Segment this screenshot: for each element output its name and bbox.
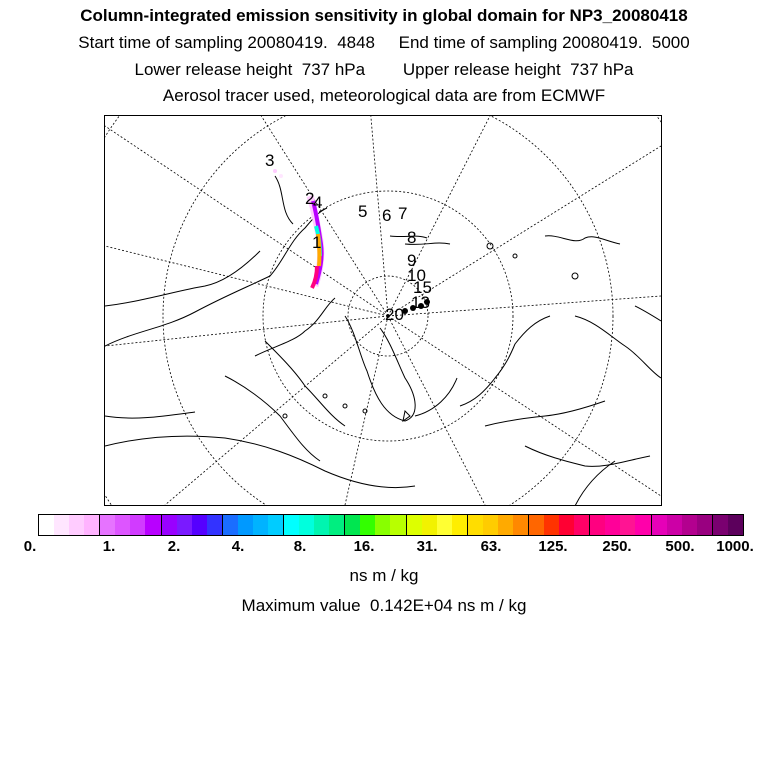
colorbar-swatch: [100, 515, 115, 535]
colorbar: [38, 514, 744, 536]
track-label: 1: [312, 233, 322, 252]
track-label: 2: [305, 189, 315, 208]
colorbar-swatch: [713, 515, 728, 535]
colorbar-swatch: [468, 515, 483, 535]
colorbar-swatch: [697, 515, 713, 535]
colorbar-swatch: [360, 515, 375, 535]
track-label: 8: [407, 228, 417, 247]
colorbar-swatch: [268, 515, 284, 535]
colorbar-swatch: [207, 515, 223, 535]
colorbar-swatch: [498, 515, 513, 535]
track-label: 15: [413, 278, 432, 297]
plot-title: Column-integrated emission sensitivity in global domain for NP3_20080418: [80, 6, 688, 25]
colorbar-swatch: [635, 515, 651, 535]
colorbar-swatch: [667, 515, 682, 535]
colorbar-swatch: [682, 515, 697, 535]
track-label: 10: [407, 266, 426, 285]
track-label: 9: [407, 251, 417, 270]
colorbar-swatch: [130, 515, 145, 535]
colorbar-swatch: [54, 515, 69, 535]
track-label: 20: [385, 305, 404, 324]
colorbar-swatch: [407, 515, 422, 535]
track-labels: [265, 151, 432, 324]
colorbar-swatch: [145, 515, 161, 535]
colorbar-swatch: [345, 515, 360, 535]
meridian-lines: [105, 116, 661, 505]
colorbar-tick: 1.: [102, 538, 116, 555]
colorbar-swatch: [605, 515, 620, 535]
colorbar-swatch: [559, 515, 574, 535]
colorbar-swatch: [192, 515, 207, 535]
colorbar-tick: 4.: [231, 538, 245, 555]
colorbar-swatch: [590, 515, 605, 535]
coastlines: [105, 176, 661, 505]
colorbar-swatch: [284, 515, 299, 535]
polar-map: [104, 115, 662, 506]
colorbar-swatch: [437, 515, 452, 535]
track-label: 13: [411, 293, 430, 312]
colorbar-swatch: [223, 515, 238, 535]
colorbar-swatch: [84, 515, 100, 535]
latitude-circles: [105, 116, 661, 505]
colorbar-swatch: [329, 515, 345, 535]
colorbar-tick: 31.: [416, 538, 438, 555]
colorbar-swatch: [177, 515, 192, 535]
colorbar-swatch: [620, 515, 635, 535]
colorbar-swatch: [574, 515, 590, 535]
colorbar-swatch: [728, 515, 743, 535]
colorbar-swatch: [115, 515, 130, 535]
map-canvas: [105, 116, 661, 505]
track-label: 6: [382, 206, 392, 225]
colorbar-tick: 0.: [23, 538, 37, 555]
colorbar-swatch: [452, 515, 468, 535]
colorbar-tick: 16.: [353, 538, 375, 555]
colorbar-swatch: [513, 515, 529, 535]
colorbar-swatch: [544, 515, 559, 535]
colorbar-swatch: [69, 515, 84, 535]
colorbar-unit: ns m / kg: [349, 566, 419, 585]
track-label: 4: [313, 193, 323, 212]
colorbar-tick: 1000.: [716, 538, 754, 555]
maximum-value-text: Maximum value 0.142E+04 ns m / kg: [241, 596, 527, 615]
colorbar-swatch: [375, 515, 390, 535]
track-label: 5: [358, 202, 368, 221]
colorbar-tick: 500.: [665, 538, 695, 555]
release-height-line: Lower release height 737 hPa Upper release height 737 hPa: [134, 60, 634, 79]
colorbar-swatch: [314, 515, 329, 535]
colorbar-swatch: [529, 515, 544, 535]
colorbar-swatch: [652, 515, 667, 535]
colorbar-swatch: [299, 515, 314, 535]
colorbar-tick: 125.: [538, 538, 568, 555]
tracer-info-line: Aerosol tracer used, meteorological data are from ECMWF: [162, 86, 606, 105]
track-label: 3: [265, 151, 275, 170]
colorbar-swatch: [162, 515, 177, 535]
colorbar-swatch: [238, 515, 253, 535]
colorbar-swatch: [39, 515, 54, 535]
colorbar-swatch: [390, 515, 406, 535]
colorbar-tick: 250.: [602, 538, 632, 555]
colorbar-swatch: [253, 515, 268, 535]
colorbar-tick: 8.: [293, 538, 307, 555]
colorbar-tick: 2.: [167, 538, 181, 555]
colorbar-swatch: [483, 515, 498, 535]
track-label: 7: [398, 204, 408, 223]
sampling-time-line: Start time of sampling 20080419. 4848 End time of sampling 20080419. 5000: [78, 33, 690, 52]
colorbar-tick: 63.: [480, 538, 502, 555]
colorbar-tick-labels: [0, 538, 768, 558]
colorbar-swatch: [422, 515, 437, 535]
